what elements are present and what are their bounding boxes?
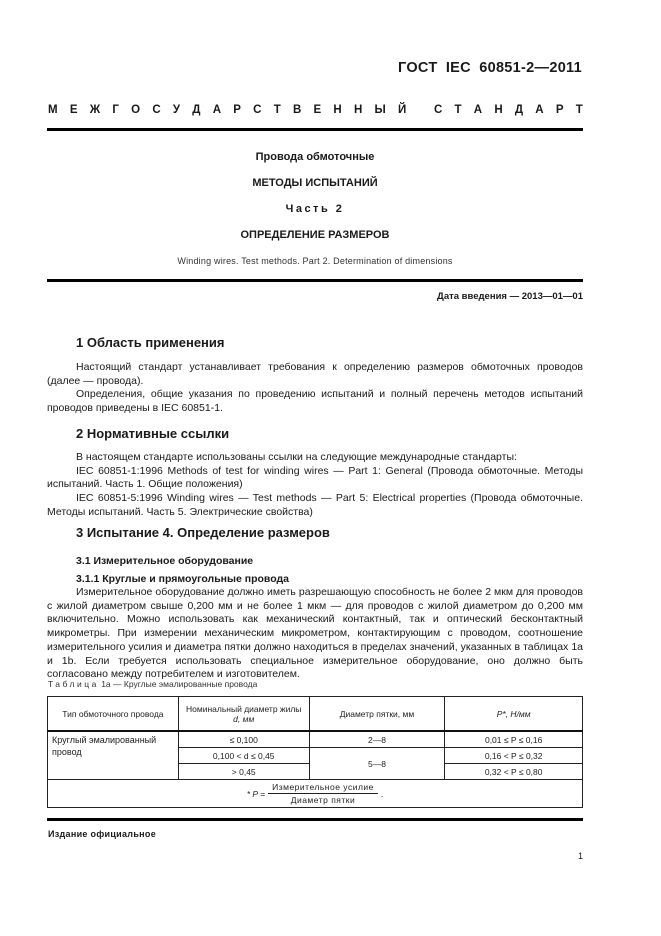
banner-letter: Г: [112, 104, 119, 116]
cell-heel: 2—8: [309, 731, 445, 748]
paragraph: Определения, общие указания по проведению испытаний и полный перечень методов испытаний проводов приведены в IEC 60851-1.: [47, 388, 583, 415]
cell-p: 0,32 < P ≤ 0,80: [445, 764, 583, 780]
formula-suffix: .: [380, 788, 384, 799]
banner-letter: С: [433, 104, 443, 116]
formula-prefix: * P =: [246, 788, 266, 799]
formula: [247, 782, 384, 805]
banner-letter: Н: [333, 104, 342, 116]
bottom-rule: [47, 818, 583, 821]
section-2-body: [47, 451, 583, 520]
banner-letter: Е: [313, 104, 322, 116]
table-footnote-row: [48, 780, 583, 808]
fraction: [268, 782, 378, 805]
title-line-2: МЕТОДЫ ИСПЫТАНИЙ: [252, 177, 378, 189]
banner-letter: Т: [273, 104, 281, 116]
header-wire-type: Тип обмоточного провода: [48, 697, 179, 732]
header-diameter-line1: Номинальный диаметр жилы: [186, 703, 302, 714]
banner-letter: А: [473, 104, 483, 116]
table-caption-word: Таблица: [48, 679, 99, 689]
table-row: [48, 731, 583, 748]
header-heel-diameter: Диаметр пятки, мм: [309, 697, 445, 732]
banner-letter: Т: [454, 104, 462, 116]
paragraph: В настоящем стандарте использованы ссылки на следующие международные стандарты:: [76, 451, 517, 463]
subsection-3-1-heading: 3.1 Измерительное оборудование: [76, 555, 254, 567]
formula-numerator: Измерительное усилие: [268, 782, 378, 794]
banner-letter: М: [48, 104, 58, 116]
cell-diameter: > 0,45: [178, 764, 309, 780]
table-header-row: [48, 697, 583, 732]
banner-letter: В: [292, 104, 302, 116]
table-caption: [48, 679, 257, 689]
cell-diameter: ≤ 0,100: [178, 731, 309, 748]
gost-code: ГОСТ IEC 60851-2—2011: [398, 60, 582, 76]
banner-letter: Ы: [374, 104, 386, 116]
paragraph: Измерительное оборудование должно иметь разрешающую способность не более 2 мкм для проводов с жилой диаметром свыше 0,200 мм и не более 1 мкм — для проводов с жилой диаметром до 0,200 мм включительно. Можно использовать как механический контактный, так и оптический бесконтактный микрометры. При измерении механическим микрометром, контактирующим с проводом, соотношение измерительного усилия и диаметра пятки должно находиться в пределах значений, указанных в таблицах 1a и 1b. Если требуется использовать специальное измерительное оборудование, оно должно быть согласовано между потребителем и изготовителем.: [47, 586, 583, 681]
paragraph: Настоящий стандарт устанавливает требования к определению размеров обмоточных проводов (далее — провода).: [47, 361, 583, 387]
banner-letter: Д: [192, 104, 201, 116]
section-1-heading: 1 Область применения: [76, 335, 225, 350]
top-rule: [47, 128, 583, 131]
header-p: P*, Н/мм: [445, 697, 583, 732]
banner-letter: Т: [575, 104, 583, 116]
table-footnote: [48, 780, 583, 808]
banner-letter: А: [212, 104, 222, 116]
cell-p: 0,01 ≤ P ≤ 0,16: [445, 731, 583, 748]
section-2-heading: 2 Нормативные ссылки: [76, 426, 230, 441]
header-nominal-diameter: [178, 697, 309, 732]
banner-letter: Й: [398, 104, 407, 116]
title-english: Winding wires. Test methods. Part 2. Determination of dimensions: [177, 256, 453, 266]
cell-diameter: 0,100 < d ≤ 0,45: [178, 748, 309, 764]
reference-item: IEC 60851-5:1996 Winding wires — Test methods — Part 5: Electrical properties (Провода обмоточные. Методы испытаний. Часть 5. Электрические свойства): [47, 492, 583, 518]
banner-letter: Н: [353, 104, 363, 116]
title-rule: [47, 279, 583, 282]
title-line-1: Провода обмоточные: [255, 151, 375, 163]
banner-letter: Р: [555, 104, 564, 116]
page-number: 1: [578, 851, 584, 861]
banner-letter: Н: [494, 104, 503, 116]
cell-heel: 5—8: [309, 748, 445, 780]
section-3-body: [47, 586, 583, 682]
banner-letter: С: [253, 104, 262, 116]
banner-letter: Р: [233, 104, 241, 116]
banner-gap: [419, 104, 422, 116]
banner-letter: Д: [514, 104, 524, 116]
table-caption-text: 1a — Круглые эмалированные провода: [101, 679, 258, 689]
official-edition-label: Издание официальное: [48, 829, 157, 839]
dimensions-table: [47, 696, 583, 808]
banner-letter: У: [172, 104, 181, 116]
banner-letter: А: [535, 104, 544, 116]
title-line-4: ОПРЕДЕЛЕНИЕ РАЗМЕРОВ: [240, 229, 390, 241]
section-1-body: [47, 361, 583, 416]
section-3-heading: 3 Испытание 4. Определение размеров: [76, 525, 330, 540]
banner-letter: Ж: [89, 104, 101, 116]
banner-letter: Е: [69, 104, 78, 116]
cell-wire-type: Круглый эмалированный провод: [48, 731, 179, 780]
title-part: Часть 2: [285, 203, 345, 215]
formula-denominator: Диаметр пятки: [290, 795, 356, 805]
reference-item: IEC 60851-1:1996 Methods of test for winding wires — Part 1: General (Провода обмоточные. Методы испытаний. Часть 1. Общие положения): [47, 464, 583, 491]
standard-type-banner: [48, 104, 583, 116]
date-of-introduction: Дата введения — 2013—01—01: [437, 291, 583, 302]
cell-p: 0,16 < P ≤ 0,32: [445, 748, 583, 764]
banner-letter: О: [131, 104, 141, 116]
subsection-3-1-1-heading: 3.1.1 Круглые и прямоугольные провода: [76, 573, 290, 585]
header-diameter-line2: d, мм: [233, 713, 255, 724]
banner-letter: С: [152, 104, 161, 116]
